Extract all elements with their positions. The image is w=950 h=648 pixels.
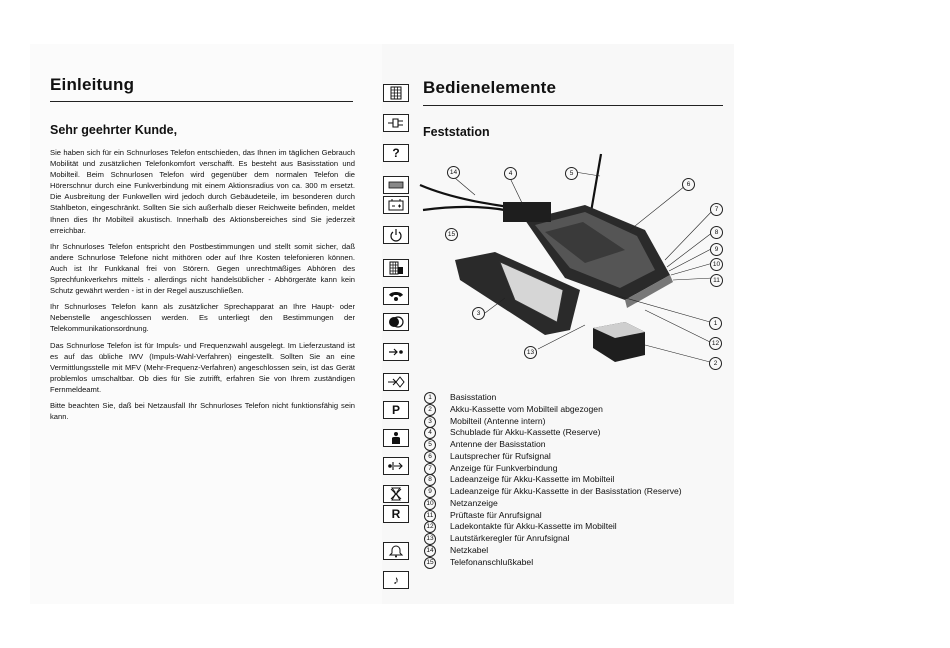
callout-14: 14 bbox=[447, 166, 460, 179]
callout-5: 5 bbox=[565, 167, 578, 180]
legend-label: Lautsprecher für Rufsignal bbox=[450, 450, 551, 461]
paragraph: Ihr Schnurloses Telefon kann als zusätzlicher Sprechapparat an Ihre Haupt- oder Nebenstelle angeschlossen werden. Es unterliegt den Bestimmungen der Telekommunikationsordnung. bbox=[50, 302, 355, 334]
legend-number: 14 bbox=[424, 545, 436, 557]
mute-icon bbox=[383, 485, 409, 503]
callout-7: 7 bbox=[710, 203, 723, 216]
callout-8: 8 bbox=[710, 226, 723, 239]
callout-10: 10 bbox=[710, 258, 723, 271]
legend-item bbox=[424, 486, 734, 498]
legend-number: 7 bbox=[424, 463, 436, 475]
legend-label: Ladeanzeige für Akku-Kassette in der Basisstation (Reserve) bbox=[450, 486, 682, 496]
salutation: Sehr geehrter Kunde, bbox=[50, 123, 178, 137]
legend-number: 9 bbox=[424, 486, 436, 498]
note-icon bbox=[383, 571, 409, 589]
recall-glyph: R bbox=[391, 507, 401, 521]
paragraph: Ihr Schnurloses Telefon entspricht den Postbestimmungen und stellt somit sicher, daß andere Schnurlose Telefone nicht mithören oder auf Ihre Kosten telefonieren können. Auch ist Ihr Funkkanal frei von Störern. Gegen unrechtmäßiges Abhören des Sprechfunkverkehrs mittels - allerdings nicht handelsüblicher - Abhörgeräte kann kein Schutz gewährt werden - ist in der Regel auszuschließen. bbox=[50, 241, 355, 296]
keypad-icon bbox=[383, 84, 409, 102]
section-title-feststation: Feststation bbox=[423, 125, 490, 139]
question-icon bbox=[383, 144, 409, 162]
legend-number: 12 bbox=[424, 521, 436, 533]
legend-label: Telefonanschlußkabel bbox=[450, 556, 534, 567]
paragraph: Bitte beachten Sie, daß bei Netzausfall Ihr Schnurloses Telefon nicht funktionsfähig sein kann. bbox=[50, 400, 355, 422]
callout-2: 2 bbox=[709, 357, 722, 370]
page-title-bedienelemente: Bedienelemente bbox=[423, 78, 557, 97]
legend-label: Antenne der Basisstation bbox=[450, 439, 546, 449]
legend-item bbox=[424, 533, 734, 545]
recall-icon bbox=[383, 505, 409, 523]
note-glyph: ♪ bbox=[393, 573, 399, 587]
arrow-dot-icon bbox=[383, 343, 409, 361]
callout-13: 13 bbox=[524, 346, 537, 359]
legend-item bbox=[424, 498, 734, 510]
parts-legend bbox=[424, 392, 734, 568]
legend-number: 10 bbox=[424, 498, 436, 510]
power-icon bbox=[383, 226, 409, 244]
legend-label: Ladekontakte für Akku-Kassette im Mobilteil bbox=[450, 521, 617, 532]
legend-item bbox=[424, 557, 734, 569]
park-icon bbox=[383, 401, 409, 419]
legend-label: Netzanzeige bbox=[450, 497, 498, 508]
callout-4: 4 bbox=[504, 167, 517, 180]
base-station-illustration bbox=[415, 150, 735, 378]
legend-label: Netzkabel bbox=[450, 544, 489, 555]
title-rule bbox=[423, 105, 723, 106]
legend-label: Schublade für Akku-Kassette (Reserve) bbox=[450, 427, 601, 438]
legend-label: Anzeige für Funkverbindung bbox=[450, 462, 558, 473]
legend-number: 5 bbox=[424, 439, 436, 451]
legend-label: Mobilteil (Antenne intern) bbox=[450, 415, 546, 426]
battery-drawer bbox=[503, 202, 551, 222]
display-icon bbox=[383, 176, 409, 194]
callout-6: 6 bbox=[682, 178, 695, 191]
legend-number: 2 bbox=[424, 404, 436, 416]
legend-number: 4 bbox=[424, 427, 436, 439]
legend-item bbox=[424, 439, 734, 451]
legend-item bbox=[424, 427, 734, 439]
legend-label: Basisstation bbox=[450, 392, 497, 402]
legend-number: 8 bbox=[424, 474, 436, 486]
legend-number: 3 bbox=[424, 416, 436, 428]
arrow-diamond-icon bbox=[383, 373, 409, 391]
callout-11: 11 bbox=[710, 274, 723, 287]
legend-label: Akku-Kassette vom Mobilteil abgezogen bbox=[450, 403, 603, 414]
dot-arrow-icon bbox=[383, 457, 409, 475]
legend-item bbox=[424, 416, 734, 428]
legend-number: 13 bbox=[424, 533, 436, 545]
legend-label: Prüftaste für Anrufsignal bbox=[450, 509, 542, 520]
battery-icon bbox=[383, 196, 409, 214]
circles-icon bbox=[383, 313, 409, 331]
question-glyph: ? bbox=[392, 146, 400, 160]
title-rule bbox=[50, 101, 353, 102]
legend-item bbox=[424, 545, 734, 557]
page-title-einleitung: Einleitung bbox=[50, 75, 135, 94]
legend-label: Lautstärkeregler für Anrufsignal bbox=[450, 533, 570, 543]
bell-icon bbox=[383, 542, 409, 560]
paragraph: Sie haben sich für ein Schnurloses Telefon entschieden, das Ihnen im täglichen Gebrauch Mobilität und zusätzlichen Telefonkomfort verschafft. Es besteht aus Basisstation und Mobilteil. Beim Schnurlosen Telefon wird gegenüber dem normalen Telefon die Hörerschnur durch eine Funkverbindung mit einem Aktionsradius von ca. 300 m ersetzt. Die Ausbreitung der Funkwellen wird jedoch durch Gebäudeteile, im besonderen durch Stahlbeton, eingeschränkt. Sollten Sie sich außerhalb dieser Reichweite befinden, meldet Ihnen dies Ihr Mobilteil akustisch. Innerhalb des Aktionsbereiches sind Sie jederzeit erreichbar. bbox=[50, 148, 355, 235]
callout-12: 12 bbox=[709, 337, 722, 350]
legend-item bbox=[424, 474, 734, 486]
legend-item bbox=[424, 404, 734, 416]
legend-number: 11 bbox=[424, 510, 436, 522]
plug-icon bbox=[383, 114, 409, 132]
park-glyph: P bbox=[391, 403, 400, 417]
legend-number: 6 bbox=[424, 451, 436, 463]
handset-icon bbox=[383, 287, 409, 305]
antenna bbox=[591, 154, 601, 212]
keypad-memory-icon bbox=[383, 259, 409, 277]
legend-item bbox=[424, 392, 734, 404]
legend-item bbox=[424, 463, 734, 475]
legend-item bbox=[424, 451, 734, 463]
legend-number: 15 bbox=[424, 557, 436, 569]
callout-3: 3 bbox=[472, 307, 485, 320]
legend-item bbox=[424, 521, 734, 533]
callout-9: 9 bbox=[710, 243, 723, 256]
callout-15: 15 bbox=[445, 228, 458, 241]
intro-text bbox=[50, 147, 355, 427]
legend-label: Ladeanzeige für Akku-Kassette im Mobilteil bbox=[450, 474, 615, 485]
legend-item bbox=[424, 510, 734, 522]
callout-1: 1 bbox=[709, 317, 722, 330]
paragraph: Das Schnurlose Telefon ist für Impuls- und Frequenzwahl ausgelegt. Im Lieferzustand ist es auf das übliche IWV (Impuls-Wahl-Verfahren) eingestellt. Sollten Sie an eine Vermittlungsstelle mit MFV (Mehr-Frequenz-Verfahren) angeschlossen sein, ist das Gerät problemlos umschaltbar. Ob dies für Sie zutrifft, erfahren Sie von Ihrem zuständigen Fernmeldeamt. bbox=[50, 340, 355, 394]
person-icon bbox=[383, 429, 409, 447]
legend-number: 1 bbox=[424, 392, 436, 404]
